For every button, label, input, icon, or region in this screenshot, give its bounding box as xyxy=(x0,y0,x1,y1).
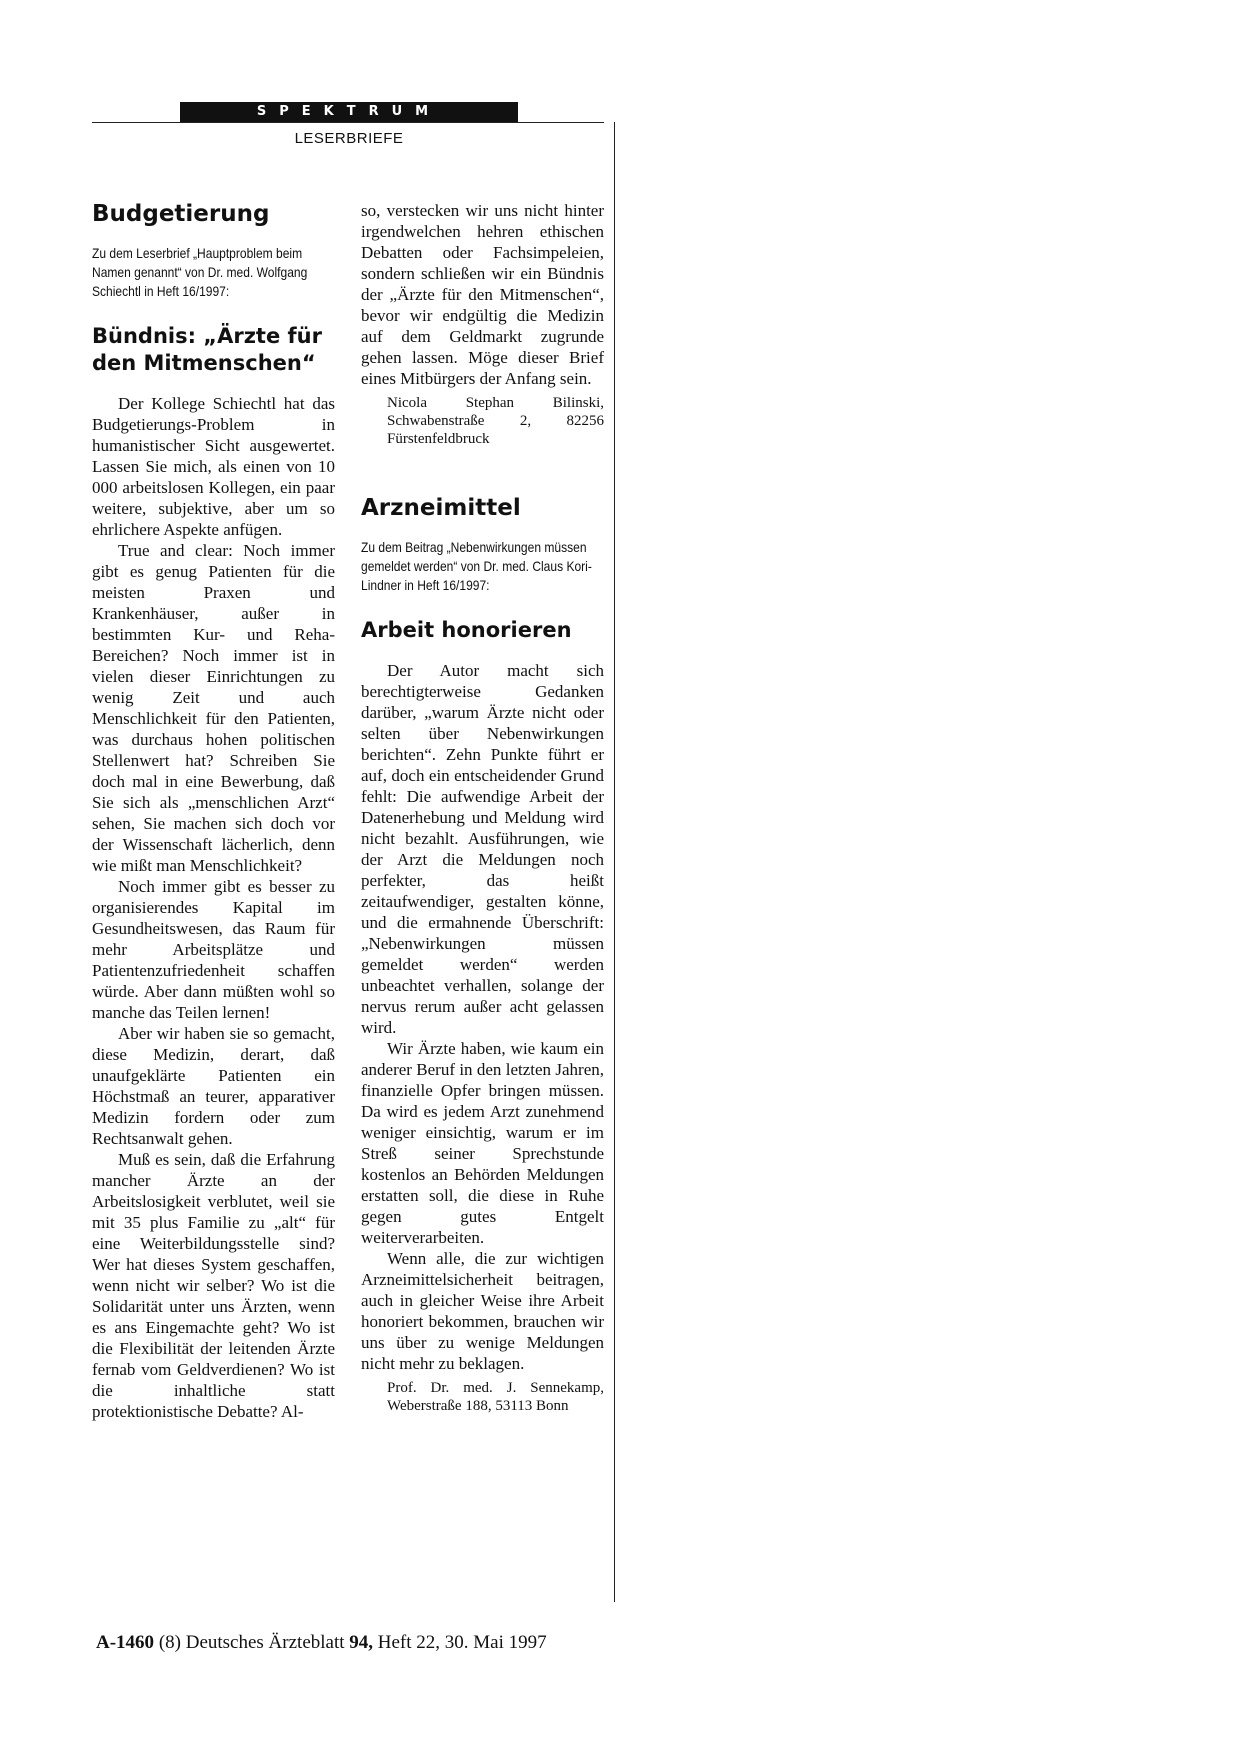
letter-signature: Nicola Stephan Bilinski, Schwabenstraße 2, 82256 Fürstenfeldbruck xyxy=(387,395,604,447)
letter-headline: Arbeit honorieren xyxy=(361,618,572,642)
letter-intro: Zu dem Leserbrief „Hauptproblem beim Namen genannt“ von Dr. med. Wolfgang Schiechtl in Heft 16/1997: xyxy=(92,245,308,299)
journal-name: Deutsches Ärzteblatt xyxy=(185,1632,345,1653)
issue-info: Heft 22, 30. Mai 1997 xyxy=(377,1632,547,1653)
journal-volume: 94, xyxy=(349,1632,374,1653)
paragraph: Wenn alle, die zur wichtigen Arzneimittelsicherheit beitragen, auch in gleicher Weise ihre Arbeit honoriert bekommen, brauchen wir uns über zu wenige Meldungen nicht mehr zu beklagen. xyxy=(361,1249,604,1373)
rubric-title: Budgetierung xyxy=(92,201,270,227)
rubric-title: Arzneimittel xyxy=(361,495,521,521)
column-rule xyxy=(614,122,615,1602)
letter-signature: Prof. Dr. med. J. Sennekamp, Weberstraße 188, 53113 Bonn xyxy=(387,1380,604,1414)
paragraph: Der Autor macht sich berechtigterweise Gedanken darüber, „warum Ärzte nicht oder selten über Nebenwirkungen berichten“. Zehn Punkte führt er auf, doch ein entscheidender Grund fehlt: Die aufwendige Arbeit der Datenerhebung und Meldung wird nicht bezahlt. Ausführungen, wie der Arzt die Meldungen noch perfekter, das heißt zeitaufwendiger, gestalten könne, und die ermahnende Überschrift: „Nebenwirkungen müssen gemeldet werden“ werden unbeachtet verhallen, solange der nervus rerum außer acht gelassen wird. xyxy=(361,661,604,1037)
column-right xyxy=(361,200,604,1415)
page-number: (8) xyxy=(158,1632,181,1653)
header-rule xyxy=(92,122,604,123)
paragraph: True and clear: Noch immer gibt es genug Patienten für die meisten Praxen und Krankenhäuser, außer in bestimmten Kur- und Reha-Bereichen? Noch immer ist in vielen dieser Einrichtungen zu wenig Zeit und auch Menschlichkeit für den Patienten, was durchaus hohen politischen Stellenwert hat? Schreiben Sie doch mal in eine Bewerbung, daß Sie sich als „menschlichen Arzt“ sehen, Sie machen sich doch vor der Wissenschaft lächerlich, denn wie mißt man Menschlichkeit? xyxy=(92,541,335,875)
letter-headline: Bündnis: „Ärzte für den Mitmenschen“ xyxy=(92,324,322,375)
paragraph: Der Kollege Schiechtl hat das Budgetierungs-Problem in humanistischer Sicht ausgewertet. Lassen Sie mich, als einen von 10 000 arbeitslosen Kollegen, ein paar weitere, subjektive, aber um so ehrlichere Aspekte anfügen. xyxy=(92,394,335,539)
paragraph: Wir Ärzte haben, wie kaum ein anderer Beruf in den letzten Jahren, finanzielle Opfer bringen müssen. Da wird es jedem Arzt zunehmend weniger einsichtig, warum er im Streß seiner Sprechstunde kostenlos an Behörden Meldungen erstatten soll, die diese in Ruhe gegen gutes Entgelt weiterverarbeiten. xyxy=(361,1039,604,1247)
paragraph: Noch immer gibt es besser zu organisierendes Kapital im Gesundheitswesen, das Raum für mehr Arbeitsplätze und Patientenzufriedenheit schaffen würde. Aber dann müßten wohl so manche das Teilen lernen! xyxy=(92,877,335,1022)
paragraph: Muß es sein, daß die Erfahrung mancher Ärzte an der Arbeitslosigkeit verblutet, weil sie mit 35 plus Familie zu „alt“ für eine Weiterbildungsstelle sind? Wer hat dieses System geschaffen, wenn nicht wir selber? Wo ist die Solidarität unter uns Ärzten, wenn es ans Eingemachte geht? Wo ist die Flexibilität der leitenden Ärzte fernab vom Geldverdienen? Wo ist die inhaltliche statt protektionistische Debatte? Al- xyxy=(92,1150,335,1421)
page-code: A-1460 xyxy=(96,1632,155,1653)
paragraph: Aber wir haben sie so gemacht, diese Medizin, derart, daß unaufgeklärte Patienten ein Höchstmaß an teurer, apparativer Medizin fordern oder zum Rechtsanwalt gehen. xyxy=(92,1024,335,1148)
section-subtitle: LESERBRIEFE xyxy=(294,130,404,147)
paragraph-continued: so, verstecken wir uns nicht hinter irgendwelchen hehren ethischen Debatten oder Fachsimpeleien, sondern schließen wir ein Bündnis der „Ärzte für den Mitmenschen“, bevor wir endgültig die Medizin auf dem Geldmarkt zugrunde gehen lassen. Möge dieser Brief eines Mitbürgers der Anfang sein. xyxy=(361,201,604,388)
section-banner: SPEKTRUM xyxy=(180,102,518,122)
letter-intro: Zu dem Beitrag „Nebenwirkungen müssen gemeldet werden“ von Dr. med. Claus Kori-Lindner in Heft 16/1997: xyxy=(361,539,592,593)
page-footer xyxy=(96,1632,547,1654)
column-left xyxy=(92,200,335,1422)
